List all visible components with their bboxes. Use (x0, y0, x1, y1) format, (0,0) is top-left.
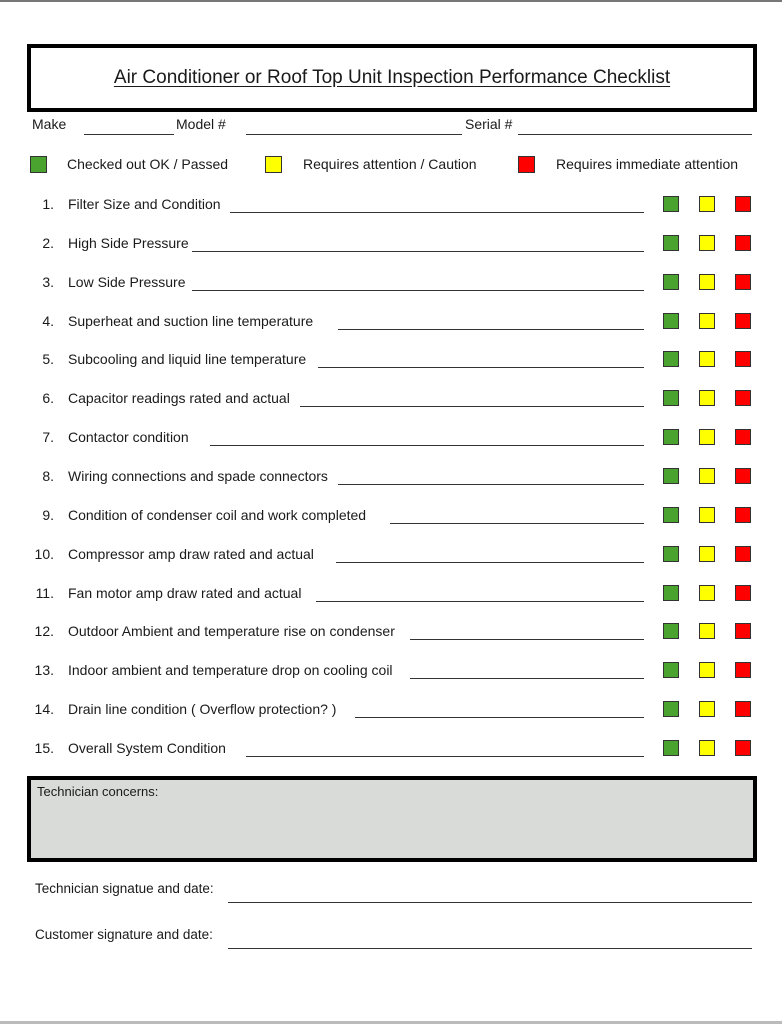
status-box-caution[interactable] (699, 701, 715, 717)
legend-red-swatch (518, 156, 535, 173)
item-label: Filter Size and Condition (68, 196, 221, 212)
status-box-ok[interactable] (663, 468, 679, 484)
item-label: High Side Pressure (68, 234, 189, 251)
status-box-immediate[interactable] (735, 235, 751, 251)
item-label: Compressor amp draw rated and actual (68, 545, 314, 562)
status-box-immediate[interactable] (735, 196, 751, 212)
item-label: Wiring connections and spade connectors (68, 467, 328, 484)
item-notes-line[interactable] (192, 251, 644, 252)
status-box-caution[interactable] (699, 196, 715, 212)
item-notes-line[interactable] (316, 601, 644, 602)
checklist-row (0, 346, 782, 376)
status-box-immediate[interactable] (735, 546, 751, 562)
status-box-caution[interactable] (699, 507, 715, 523)
item-number: 14. (34, 701, 54, 718)
item-label: Overall System Condition (68, 739, 226, 756)
status-box-caution[interactable] (699, 468, 715, 484)
status-box-immediate[interactable] (735, 429, 751, 445)
status-box-caution[interactable] (699, 662, 715, 678)
item-label: Indoor ambient and temperature drop on cooling coil (68, 662, 393, 679)
status-box-caution[interactable] (699, 351, 715, 367)
item-number: 12. (34, 623, 54, 640)
item-notes-line[interactable] (318, 367, 644, 368)
item-label: Contactor condition (68, 429, 189, 446)
item-number: 5. (42, 351, 54, 368)
checklist-row (0, 696, 782, 726)
status-box-ok[interactable] (663, 585, 679, 601)
item-number: 10. (34, 545, 54, 562)
item-number: 6. (42, 390, 54, 407)
status-box-ok[interactable] (663, 546, 679, 562)
item-label: Capacitor readings rated and actual (68, 390, 290, 407)
item-number: 2. (42, 234, 54, 251)
status-box-immediate[interactable] (735, 313, 751, 329)
technician-signature-label: Technician signatue and date: (35, 881, 214, 896)
legend-yellow-swatch (265, 156, 282, 173)
item-number: 8. (42, 467, 54, 484)
item-label: Subcooling and liquid line temperature (68, 351, 307, 368)
status-box-immediate[interactable] (735, 274, 751, 290)
item-notes-line[interactable] (390, 523, 644, 524)
item-number: 1. (42, 196, 54, 212)
technician-concerns-box[interactable] (27, 776, 757, 862)
legend-ok-label: Checked out OK / Passed (67, 156, 229, 172)
status-box-ok[interactable] (663, 313, 679, 329)
technician-concerns-label: Technician concerns: (37, 784, 159, 799)
checklist-row (0, 424, 782, 454)
status-box-ok[interactable] (663, 274, 679, 290)
make-field[interactable] (84, 134, 174, 135)
status-box-caution[interactable] (699, 740, 715, 756)
checklist-row (0, 541, 782, 571)
model-field[interactable] (246, 134, 462, 135)
item-notes-line[interactable] (300, 406, 644, 407)
item-label: Condition of condenser coil and work completed (68, 506, 367, 523)
status-box-ok[interactable] (663, 662, 679, 678)
status-box-ok[interactable] (663, 740, 679, 756)
checklist-row (0, 230, 782, 260)
item-notes-line[interactable] (336, 562, 644, 563)
status-box-immediate[interactable] (735, 623, 751, 639)
checklist-row (0, 735, 782, 765)
serial-label: Serial # (465, 116, 513, 132)
item-notes-line[interactable] (210, 445, 644, 446)
item-number: 4. (42, 312, 54, 329)
status-box-ok[interactable] (663, 701, 679, 717)
checklist-row (0, 657, 782, 687)
item-notes-line[interactable] (230, 212, 644, 213)
item-notes-line[interactable] (246, 756, 644, 757)
checklist-row (0, 618, 782, 648)
item-label: Low Side Pressure (68, 273, 186, 290)
title-box (27, 44, 757, 112)
serial-field[interactable] (518, 134, 752, 135)
checklist-row (0, 580, 782, 610)
status-box-caution[interactable] (699, 274, 715, 290)
status-box-immediate[interactable] (735, 662, 751, 678)
status-box-immediate[interactable] (735, 701, 751, 717)
item-number: 3. (42, 273, 54, 290)
status-box-caution[interactable] (699, 429, 715, 445)
item-label: Outdoor Ambient and temperature rise on condenser (68, 623, 395, 640)
status-box-ok[interactable] (663, 351, 679, 367)
technician-signature-field[interactable] (228, 902, 752, 903)
checklist-row (0, 463, 782, 493)
legend-immediate-label: Requires immediate attention (556, 156, 739, 172)
item-number: 7. (42, 429, 54, 446)
item-notes-line[interactable] (355, 717, 644, 718)
status-box-caution[interactable] (699, 390, 715, 406)
item-label: Superheat and suction line temperature (68, 312, 314, 329)
item-number: 9. (42, 506, 54, 523)
item-notes-line[interactable] (338, 484, 644, 485)
make-label: Make (32, 116, 67, 132)
checklist-row (0, 502, 782, 532)
status-box-immediate[interactable] (735, 585, 751, 601)
status-box-ok[interactable] (663, 390, 679, 406)
item-label: Fan motor amp draw rated and actual (68, 584, 302, 601)
status-box-ok[interactable] (663, 196, 679, 212)
item-notes-line[interactable] (192, 290, 644, 291)
item-number: 13. (34, 662, 54, 679)
item-number: 11. (35, 584, 54, 601)
status-box-immediate[interactable] (735, 468, 751, 484)
status-box-caution[interactable] (699, 235, 715, 251)
status-box-immediate[interactable] (735, 740, 751, 756)
checklist-row (0, 191, 782, 221)
status-box-caution[interactable] (699, 313, 715, 329)
top-rule (0, 0, 782, 2)
item-notes-line[interactable] (338, 329, 644, 330)
status-box-ok[interactable] (663, 507, 679, 523)
customer-signature-field[interactable] (228, 948, 752, 949)
status-box-caution[interactable] (699, 585, 715, 601)
status-box-ok[interactable] (663, 623, 679, 639)
status-box-immediate[interactable] (735, 390, 751, 406)
customer-signature-label: Customer signature and date: (35, 927, 213, 942)
item-number: 15. (34, 739, 54, 756)
checklist-row (0, 308, 782, 338)
status-box-caution[interactable] (699, 623, 715, 639)
status-box-immediate[interactable] (735, 507, 751, 523)
item-notes-line[interactable] (410, 678, 644, 679)
legend-caution-label: Requires attention / Caution (303, 156, 477, 172)
item-label: Drain line condition ( Overflow protection? ) (68, 701, 337, 718)
page-title: Air Conditioner or Roof Top Unit Inspection Performance Checklist (113, 67, 671, 88)
checklist-row (0, 385, 782, 415)
status-box-immediate[interactable] (735, 351, 751, 367)
legend-green-swatch (30, 156, 47, 173)
status-box-ok[interactable] (663, 235, 679, 251)
model-label: Model # (176, 116, 226, 132)
status-box-ok[interactable] (663, 429, 679, 445)
status-box-caution[interactable] (699, 546, 715, 562)
item-notes-line[interactable] (410, 639, 644, 640)
checklist-row (0, 269, 782, 299)
